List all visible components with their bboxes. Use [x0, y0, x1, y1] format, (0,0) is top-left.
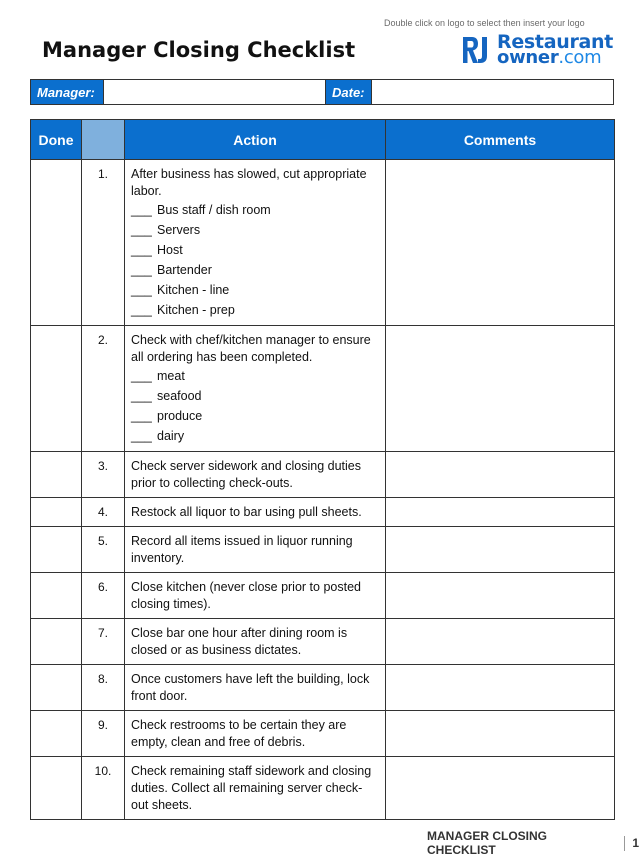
subitem-label: Kitchen - prep: [157, 303, 235, 317]
action-subitem: [131, 280, 377, 300]
table-row: [31, 498, 615, 527]
footer-label: MANAGER CLOSING CHECKLIST: [427, 829, 547, 857]
subitem-label: dairy: [157, 429, 185, 443]
logo-text-line1: Restaurant: [497, 31, 614, 53]
subitem-label: Bus staff / dish room: [157, 203, 271, 217]
comments-cell[interactable]: [386, 452, 615, 498]
subitem-blank-line[interactable]: ___: [131, 369, 152, 383]
subitem-label: seafood: [157, 389, 202, 403]
manager-date-bar: [30, 79, 614, 105]
subitem-label: Servers: [157, 223, 201, 237]
done-cell[interactable]: [31, 619, 82, 665]
action-text: Check remaining staff sidework and closing duties. Collect all remaining server check-out sheets.: [131, 764, 372, 812]
subitem-blank-line[interactable]: ___: [131, 303, 152, 317]
action-text: After business has slowed, cut appropriate labor.: [131, 167, 367, 198]
done-cell[interactable]: [31, 326, 82, 452]
action-cell: [125, 160, 386, 326]
action-text: Record all items issued in liquor running inventory.: [131, 534, 353, 565]
action-cell: [125, 527, 386, 573]
done-cell[interactable]: [31, 757, 82, 820]
subitem-label: produce: [157, 409, 203, 423]
action-text: Restock all liquor to bar using pull sheets.: [131, 505, 362, 519]
item-number: 5.: [82, 527, 125, 573]
action-cell: [125, 665, 386, 711]
comments-cell[interactable]: [386, 665, 615, 711]
table-row: [31, 619, 615, 665]
subitem-label: Bartender: [157, 263, 212, 277]
table-row: [31, 665, 615, 711]
comments-cell[interactable]: [386, 326, 615, 452]
logo-hint-text: Double click on logo to select then insert your logo: [384, 18, 585, 28]
table-row: [31, 711, 615, 757]
done-cell[interactable]: [31, 711, 82, 757]
action-text: Check server sidework and closing duties prior to collecting check-outs.: [131, 459, 361, 490]
item-number: 2.: [82, 326, 125, 452]
action-cell: [125, 326, 386, 452]
date-field[interactable]: [372, 80, 613, 104]
page-title: Manager Closing Checklist: [42, 38, 356, 62]
logo-text-owner: owner: [497, 47, 559, 68]
ro-logo-mark-icon: [461, 35, 493, 65]
action-subitem: [131, 220, 377, 240]
subitem-blank-line[interactable]: ___: [131, 243, 152, 257]
action-subitem: [131, 406, 377, 426]
subitem-blank-line[interactable]: ___: [131, 263, 152, 277]
subitem-blank-line[interactable]: ___: [131, 429, 152, 443]
restaurant-owner-logo[interactable]: [461, 31, 614, 69]
done-cell[interactable]: [31, 498, 82, 527]
done-cell[interactable]: [31, 160, 82, 326]
item-number: 1.: [82, 160, 125, 326]
action-column-header: Action: [125, 120, 386, 160]
action-text: Once customers have left the building, lock front door.: [131, 672, 370, 703]
action-subitem: [131, 200, 377, 220]
action-cell: [125, 498, 386, 527]
done-column-header: Done: [31, 120, 82, 160]
subitem-blank-line[interactable]: ___: [131, 283, 152, 297]
action-subitem: [131, 366, 377, 386]
item-number: 10.: [82, 757, 125, 820]
page-footer: [427, 829, 639, 857]
subitem-blank-line[interactable]: ___: [131, 223, 152, 237]
item-number: 3.: [82, 452, 125, 498]
item-number: 8.: [82, 665, 125, 711]
action-cell: [125, 711, 386, 757]
subitem-blank-line[interactable]: ___: [131, 389, 152, 403]
action-text: Close kitchen (never close prior to posted closing times).: [131, 580, 361, 611]
checklist-table: [30, 119, 615, 820]
comments-cell[interactable]: [386, 757, 615, 820]
done-cell[interactable]: [31, 665, 82, 711]
footer-separator: [624, 836, 625, 851]
table-row: [31, 160, 615, 326]
comments-cell[interactable]: [386, 711, 615, 757]
comments-cell[interactable]: [386, 573, 615, 619]
date-label: Date:: [326, 80, 372, 104]
action-subitem: [131, 260, 377, 280]
logo-text-line2: [497, 49, 601, 67]
manager-field[interactable]: [104, 80, 326, 104]
done-cell[interactable]: [31, 527, 82, 573]
comments-cell[interactable]: [386, 619, 615, 665]
table-row: [31, 326, 615, 452]
action-subitem: [131, 426, 377, 446]
page-number: 1: [632, 836, 639, 850]
logo-text-dotcom: .com: [558, 47, 602, 68]
action-text: Check restrooms to be certain they are empty, clean and free of debris.: [131, 718, 347, 749]
item-number: 6.: [82, 573, 125, 619]
item-number: 9.: [82, 711, 125, 757]
action-cell: [125, 452, 386, 498]
comments-cell[interactable]: [386, 527, 615, 573]
comments-cell[interactable]: [386, 160, 615, 326]
subitem-blank-line[interactable]: ___: [131, 409, 152, 423]
done-cell[interactable]: [31, 573, 82, 619]
action-cell: [125, 619, 386, 665]
manager-label: Manager:: [31, 80, 104, 104]
subitem-blank-line[interactable]: ___: [131, 203, 152, 217]
subitem-label: Kitchen - line: [157, 283, 230, 297]
item-number: 7.: [82, 619, 125, 665]
action-subitem: [131, 386, 377, 406]
action-subitem: [131, 240, 377, 260]
table-row: [31, 573, 615, 619]
subitem-label: Host: [157, 243, 183, 257]
action-text: Close bar one hour after dining room is closed or as business dictates.: [131, 626, 348, 657]
action-text: Check with chef/kitchen manager to ensure all ordering has been completed.: [131, 333, 371, 364]
subitem-label: meat: [157, 369, 185, 383]
item-number: 4.: [82, 498, 125, 527]
table-row: [31, 452, 615, 498]
comments-cell[interactable]: [386, 498, 615, 527]
table-row: [31, 757, 615, 820]
action-subitem: [131, 300, 377, 320]
action-cell: [125, 757, 386, 820]
number-column-header: [82, 120, 125, 160]
table-row: [31, 527, 615, 573]
table-header-row: [31, 120, 615, 160]
comments-column-header: Comments: [386, 120, 615, 160]
action-cell: [125, 573, 386, 619]
done-cell[interactable]: [31, 452, 82, 498]
